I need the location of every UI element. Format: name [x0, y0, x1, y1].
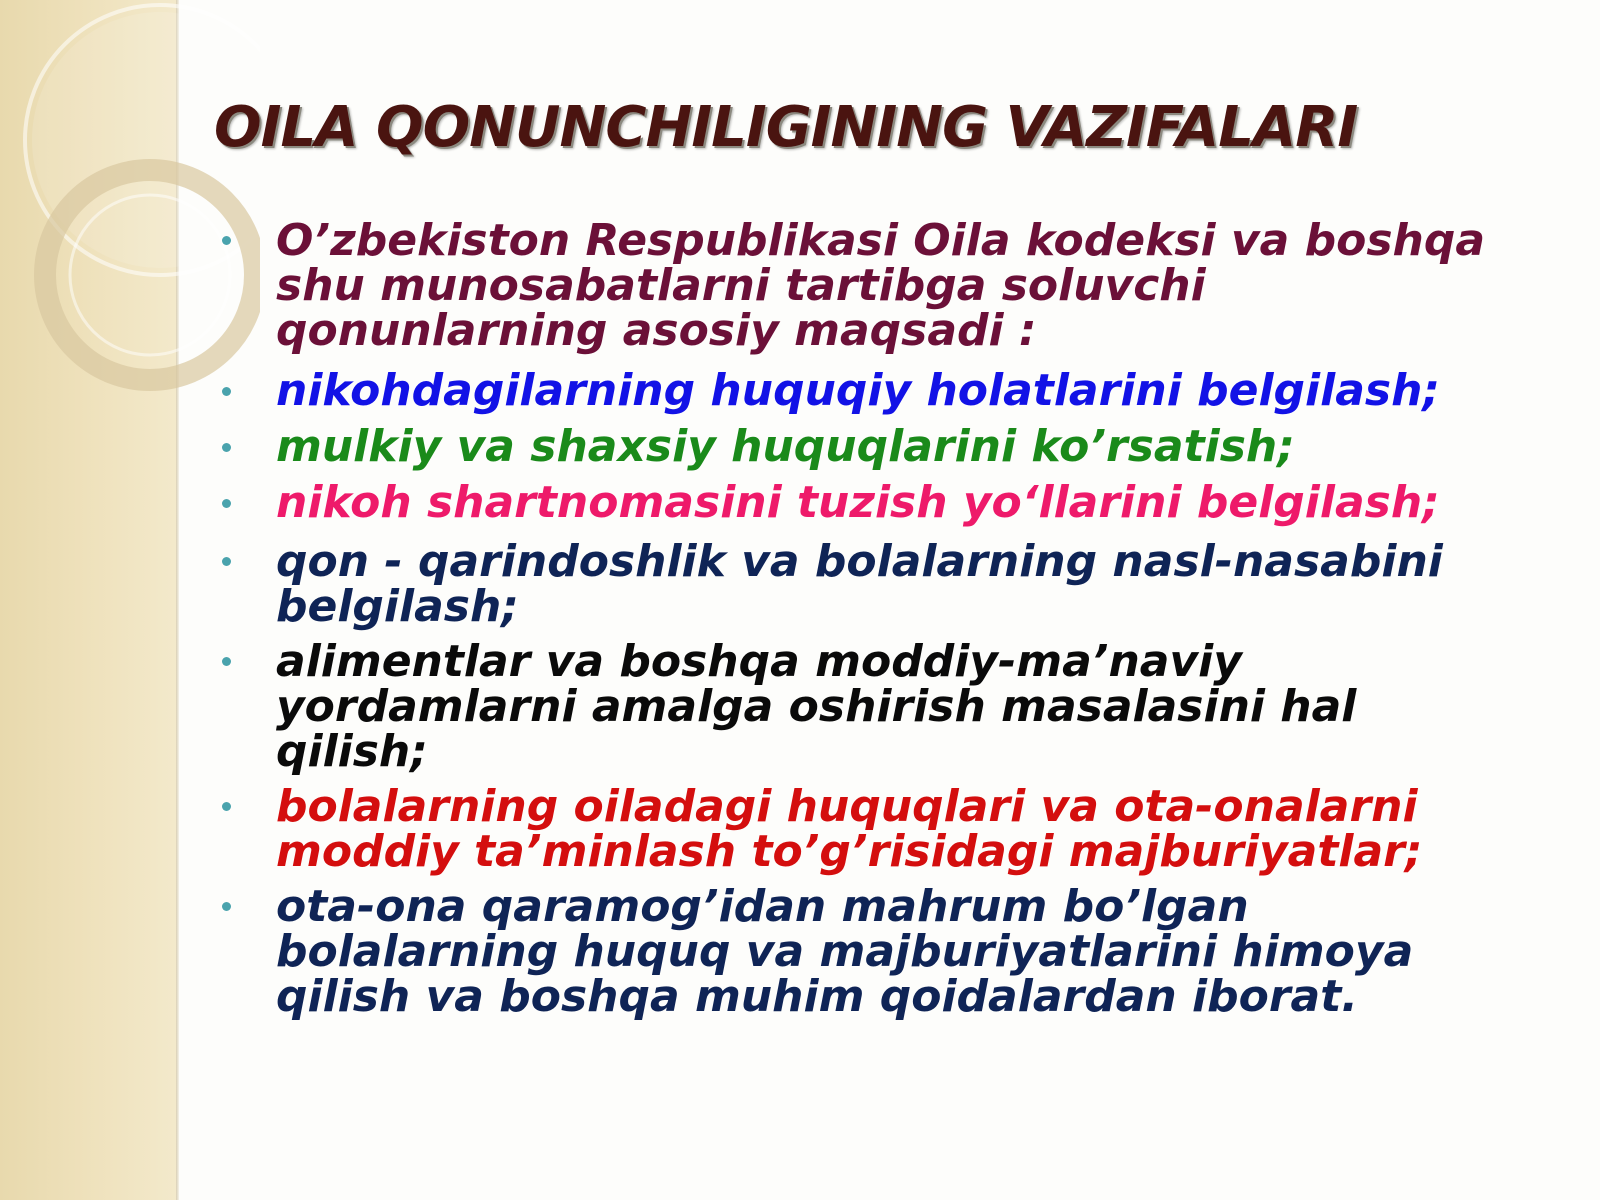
- bullet-dot-icon: [222, 499, 231, 508]
- bullet-text: ota-ona qaramog’idan mahrum bo’lgan bolalarning huquq va majburiyatlarini himoya qilish va boshqa muhim qoidalardan iborat.: [276, 881, 1414, 1022]
- bullet-item: [222, 536, 1522, 632]
- decorative-rings: [0, 0, 260, 420]
- bullet-text: bolalarning oiladagi huquqlari va ota-onalarni moddiy ta’minlash to’g’risidagi majburiyatlar;: [276, 781, 1423, 877]
- bullet-item: [222, 475, 1522, 531]
- bullet-item: [222, 881, 1522, 1022]
- bullet-dot-icon: [222, 236, 231, 245]
- bullet-text: qon - qarindoshlik va bolalarning nasl-nasabini belgilash;: [276, 536, 1443, 632]
- bullet-list: [222, 215, 1522, 1029]
- bullet-text: nikoh shartnomasini tuzish yo‘llarini belgilash;: [276, 477, 1440, 528]
- bullet-text: mulkiy va shaxsiy huquqlarini ko’rsatish;: [276, 421, 1295, 472]
- bullet-item: [222, 363, 1522, 419]
- slide-title: OILA QONUNCHILIGINING VAZIFALARI: [214, 95, 1358, 160]
- bullet-item: [222, 419, 1522, 475]
- bullet-item: [222, 636, 1522, 777]
- bullet-text: nikohdagilarning huquqiy holatlarini belgilash;: [276, 365, 1441, 416]
- bullet-dot-icon: [222, 387, 231, 396]
- bullet-dot-icon: [222, 557, 231, 566]
- bullet-dot-icon: [222, 802, 231, 811]
- bullet-item: [222, 781, 1522, 877]
- bullet-text: alimentlar va boshqa moddiy-ma’naviy yordamlarni amalga oshirish masalasini hal qilish;: [276, 636, 1357, 777]
- bullet-text: O’zbekiston Respublikasi Oila kodeksi va boshqa shu munosabatlarni tartibga soluvchi qonunlarning asosiy maqsadi :: [276, 215, 1486, 356]
- bullet-dot-icon: [222, 443, 231, 452]
- bullet-item: [222, 215, 1522, 356]
- bullet-dot-icon: [222, 902, 231, 911]
- bullet-dot-icon: [222, 657, 231, 666]
